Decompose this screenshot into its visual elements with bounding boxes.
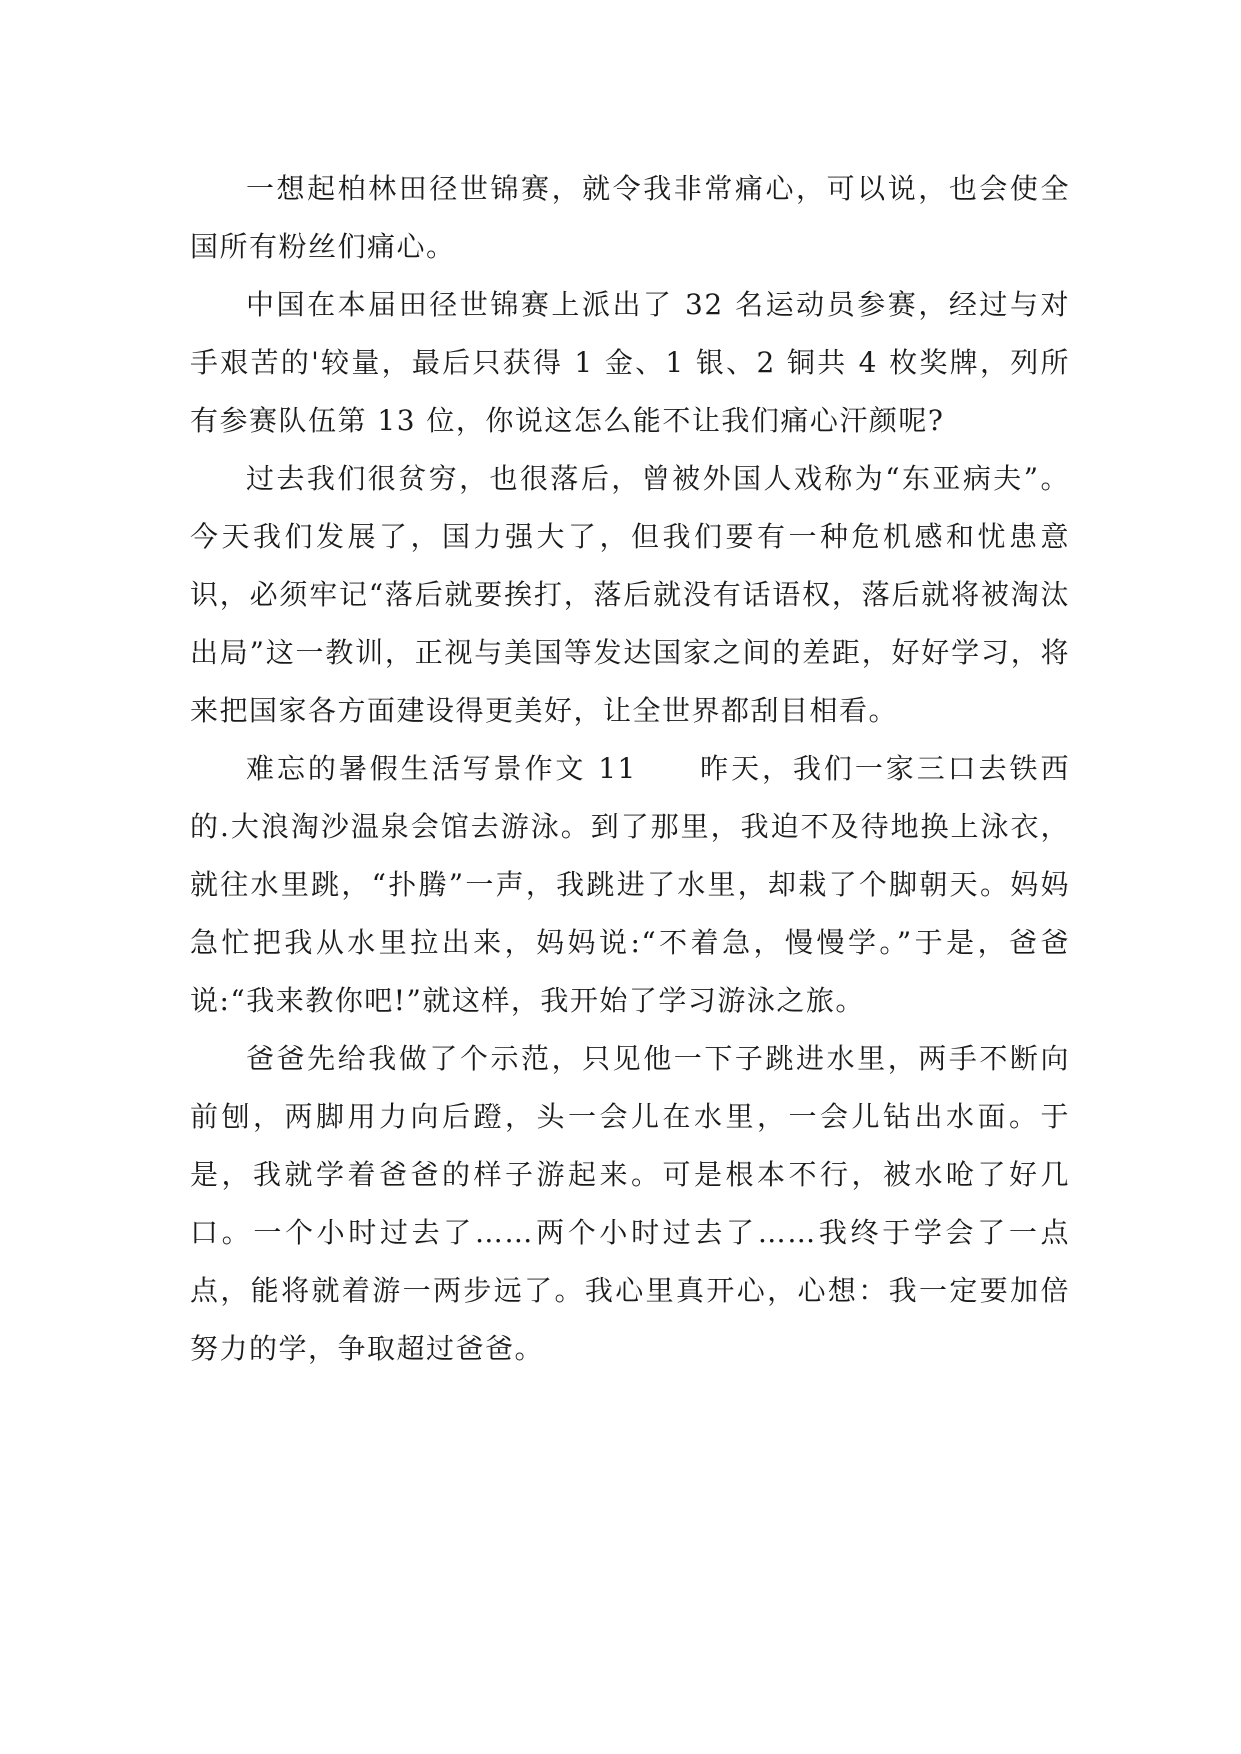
paragraph-3: 过去我们很贫穷，也很落后，曾被外国人戏称为“东亚病夫”。今天我们发展了，国力强大了，但我们要有一种危机感和忧患意识，必须牢记“落后就要挨打，落后就没有话语权，落后就将被淘汰出局”这一教训，正视与美国等发达国家之间的差距，好好学习，将来把国家各方面建设得更美好，让全世界都刮目相看。 [190,462,1070,727]
paragraph-2: 中国在本届田径世锦赛上派出了 32 名运动员参赛，经过与对手艰苦的'较量，最后只获得 1 金、1 银、2 铜共 4 枚奖牌，列所有参赛队伍第 13 位，你说这怎么能不让我们痛心汗颜呢? [190,288,1070,437]
paragraph-5: 爸爸先给我做了个示范，只见他一下子跳进水里，两手不断向前刨，两脚用力向后蹬，头一会儿在水里，一会儿钻出水面。于是，我就学着爸爸的样子游起来。可是根本不行，被水呛了好几口。一个小时过去了……两个小时过去了……我终于学会了一点点，能将就着游一两步远了。我心里真开心，心想：我一定要加倍努力的学，争取超过爸爸。 [190,1042,1070,1365]
paragraph-4: 难忘的暑假生活写景作文 11 昨天，我们一家三口去铁西的.大浪淘沙温泉会馆去游泳。到了那里，我迫不及待地换上泳衣，就往水里跳，“扑腾”一声，我跳进了水里，却栽了个脚朝天。妈妈急忙把我从水里拉出来，妈妈说:“不着急，慢慢学。”于是，爸爸说:“我来教你吧!”就这样，我开始了学习游泳之旅。 [190,752,1070,1017]
paragraph-1: 一想起柏林田径世锦赛，就令我非常痛心，可以说，也会使全国所有粉丝们痛心。 [190,172,1070,263]
document-body [190,160,1070,1378]
